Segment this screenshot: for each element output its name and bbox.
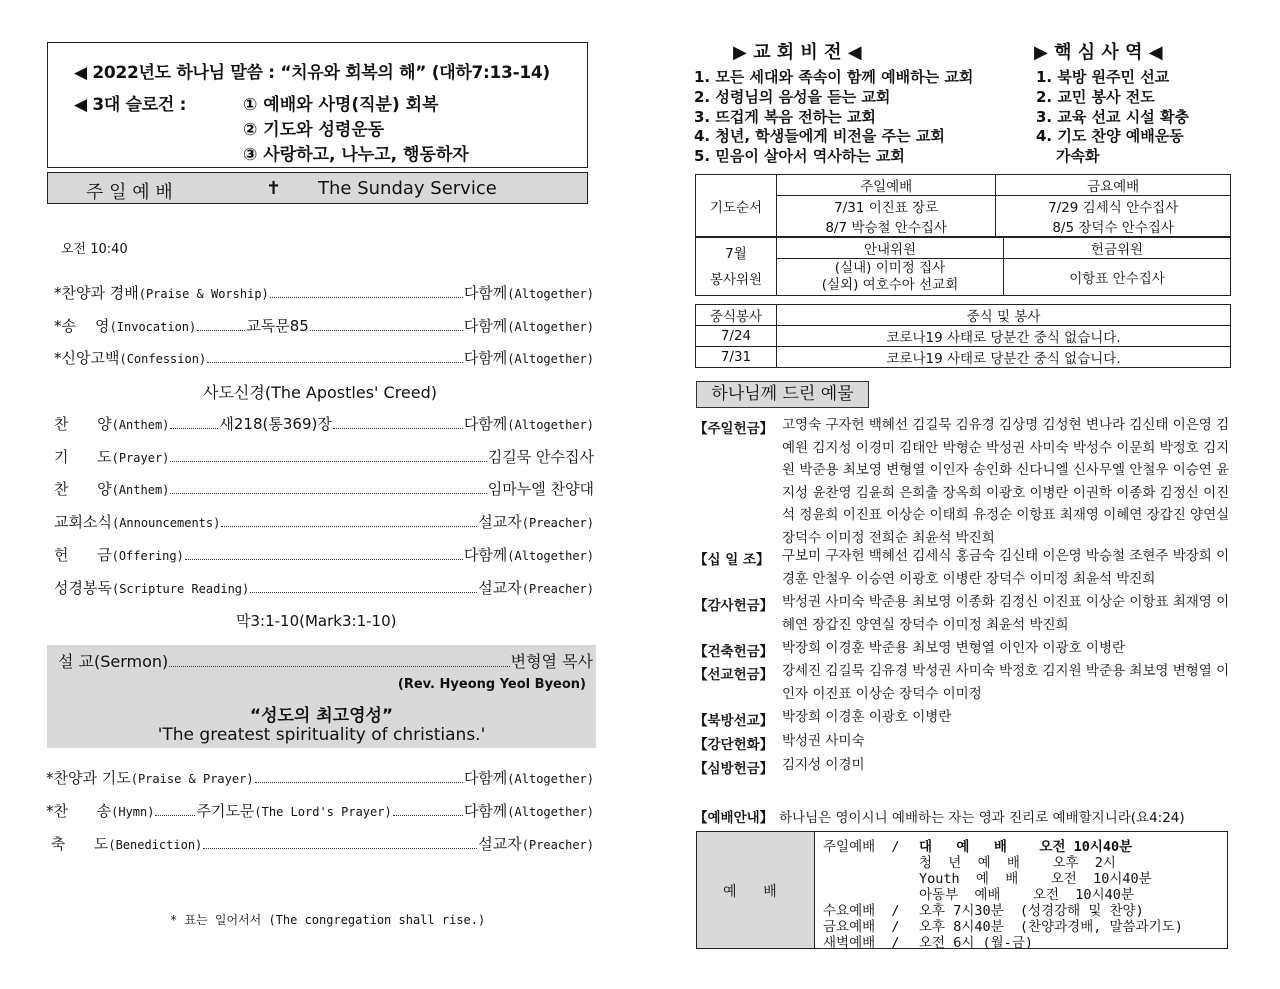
order-item (46, 767, 594, 789)
order-item-leader: 설교자 (478, 513, 522, 531)
standing-note: * 표는 일어서서 (The congregation shall rise.) (170, 913, 486, 927)
volunteer-label (696, 238, 777, 296)
order-item-leader-en: (Preacher) (521, 516, 594, 530)
order-item-detail: 교독문85 (246, 317, 309, 335)
order-item-title: 헌 금 (54, 546, 112, 564)
order-item-leader: 김길묵 안수집사 (487, 448, 594, 466)
worship-day: 금요예배 / (823, 919, 916, 935)
sermon-title-en: 'The greatest spirituality of christians.' (157, 725, 486, 745)
leader-dots (203, 847, 477, 849)
order-item (54, 577, 594, 599)
order-item-title-en: (Anthem) (111, 483, 170, 497)
worship-time: 오후 7시30분 (성경강해 및 찬양) (919, 903, 1144, 919)
core-item: 3. 교육 선교 시설 확충 (1036, 108, 1189, 126)
worship-box-label (697, 832, 815, 948)
order-item-title: 찬 양 (54, 480, 112, 498)
order-item-leader-en: (Altogether) (507, 549, 594, 563)
offering-names: 강세진 김길묵 김유경 박성권 사미숙 박정호 김지원 박준용 최보영 변형열 이인자 이진표 이상순 장덕수 이미정 (782, 663, 1230, 702)
lunch-date: 7/31 (696, 347, 777, 368)
order-item-leader-en: (Altogether) (507, 418, 594, 432)
worship-time: 아동부 예배 오전 10시40분 (919, 887, 1134, 903)
worship-time: 오전 6시 (월-금) (919, 935, 1033, 951)
leader-dots (333, 427, 463, 429)
guide-indoor: (실내) 이미정 집사 (834, 260, 946, 276)
vision-item: 2. 성령님의 음성을 듣는 교회 (694, 88, 891, 106)
order-item-leader-en: (Altogether) (507, 287, 594, 301)
order-item-leader: 설교자 (478, 835, 522, 853)
order-item-leader-en: (Altogether) (507, 352, 594, 366)
order-item-title-en: (Confession) (119, 352, 207, 366)
order-item-title: *송 영 (54, 317, 110, 335)
order-item-title-en: (Hymn) (111, 805, 155, 819)
vision-item: 1. 모든 세대와 족속이 함께 예배하는 교회 (694, 68, 974, 86)
slogan-label: ◀ 3대 슬로건 : (74, 95, 187, 115)
leader-dots (250, 591, 477, 593)
leader-dots (197, 329, 245, 331)
prayer-sunday-1: 7/31 이진표 장로 (777, 196, 996, 217)
order-item-title: *찬양과 경배 (54, 284, 139, 302)
offering-section-title: 하나님께 드린 예물 (696, 381, 869, 408)
yearly-theme: ◀ 2022년도 하나님 말씀 : “치유와 회복의 해” (대하7:13-14) (74, 63, 550, 83)
order-item-leader: 다함께 (463, 415, 508, 433)
theme-box (47, 42, 588, 168)
order-item (54, 511, 594, 533)
slogan-1: ① 예배와 사명(직분) 회복 (243, 95, 439, 115)
worship-guide-label: 【예배안내】 (694, 810, 774, 826)
sermon-label: 설 교(Sermon) (58, 652, 169, 671)
lunch-label: 중식봉사 (696, 305, 777, 326)
order-item-leader-en: (Altogether) (507, 772, 594, 786)
prayer-schedule-table (695, 174, 1231, 237)
order-item-leader-en: (Altogether) (507, 805, 594, 819)
order-item-title: 성경봉독 (54, 579, 112, 597)
apostles-creed: 사도신경(The Apostles' Creed) (203, 383, 438, 402)
service-time: 오전 10:40 (61, 242, 128, 257)
order-item-title-en: (Scripture Reading) (111, 582, 250, 596)
core-item: 4. 기도 찬양 예배운동 (1036, 127, 1184, 145)
prayer-col-friday: 금요예배 (996, 175, 1231, 196)
worship-schedule-box (696, 831, 1228, 949)
order-item-leader: 다함께 (463, 349, 508, 367)
order-item (54, 478, 594, 500)
order-item (54, 282, 594, 304)
offering-label: 【주일헌금】 (694, 421, 774, 437)
prayer-friday-2: 8/5 장덕수 안수집사 (996, 216, 1231, 237)
leader-dots (170, 427, 218, 429)
sermon-preacher: 변형열 목사 (510, 652, 593, 671)
leader-dots (221, 525, 477, 527)
order-item-leader: 다함께 (463, 546, 508, 564)
leader-dots (185, 558, 463, 560)
worship-time: 청 년 예 배 오후 2시 (919, 855, 1116, 871)
lunch-head: 중식 및 봉사 (777, 305, 1231, 326)
offering-names: 김지성 이경미 (782, 757, 865, 773)
offering-names: 박장희 이경훈 이광호 이병란 (782, 709, 952, 725)
leader-dots (155, 814, 195, 816)
worship-time: Youth 예 배 오전 10시40분 (919, 871, 1152, 887)
slogan-3: ③ 사랑하고, 나누고, 행동하자 (243, 145, 469, 165)
worship-time: 대 예 배 오전 10시40분 (919, 839, 1133, 855)
worship-day: 새벽예배 / (823, 935, 916, 951)
slogan-2: ② 기도와 성령운동 (243, 120, 385, 140)
service-title-ko: 주 일 예 배 (86, 182, 173, 203)
sermon-preacher-en: (Rev. Hyeong Yeol Byeon) (397, 677, 586, 692)
cross-icon: ✝ (266, 178, 282, 199)
prayer-friday-1: 7/29 김세식 안수집사 (996, 196, 1231, 217)
order-item-detail: 새218(통369)장 (219, 415, 332, 433)
core-item: 1. 북방 원주민 선교 (1036, 68, 1170, 86)
order-item-leader-en: (Preacher) (521, 838, 594, 852)
offering-member: 이항표 안수집사 (1004, 259, 1231, 296)
order-item-title: 찬 양 (54, 415, 112, 433)
vision-item: 4. 청년, 학생들에게 비전을 주는 교회 (694, 127, 945, 145)
order-item-detail-en: (The Lord's Prayer) (254, 805, 392, 819)
guide-col: 안내위원 (777, 238, 1004, 259)
order-item-leader: 다함께 (463, 317, 508, 335)
leader-dots (207, 361, 463, 363)
volunteer-table (695, 237, 1231, 296)
offering-names: 박성권 사미숙 (782, 733, 865, 749)
leader-dots (255, 781, 463, 783)
prayer-sunday-2: 8/7 박승철 안수집사 (777, 216, 996, 237)
worship-day: 주일예배 / (823, 839, 916, 855)
order-item (54, 347, 594, 369)
order-item-title: *찬양과 기도 (46, 769, 131, 787)
order-item-title-en: (Praise & Worship) (138, 287, 269, 301)
sermon-block (47, 645, 596, 748)
service-title-bar (47, 172, 588, 204)
offering-label: 【십 일 조】 (694, 552, 770, 568)
order-item-title: 교회소식 (54, 513, 112, 531)
order-item-title: 기 도 (54, 448, 112, 466)
worship-verse: 하나님은 영이시니 예배하는 자는 영과 진리로 예배할지니라(요4:24) (779, 810, 1185, 826)
order-item (46, 800, 594, 822)
scripture-reference: 막3:1-10(Mark3:1-10) (236, 612, 397, 630)
sermon-title-ko: “성도의 최고영성” (249, 706, 394, 726)
order-item-title-en: (Prayer) (111, 451, 170, 465)
leader-dots (170, 460, 486, 462)
leader-dots (393, 814, 463, 816)
order-item-title-en: (Anthem) (111, 418, 170, 432)
vision-item: 5. 믿음이 살아서 역사하는 교회 (694, 147, 905, 165)
lunch-date: 7/24 (696, 326, 777, 347)
order-item-leader-en: (Altogether) (507, 320, 594, 334)
worship-time: 오후 8시40분 (찬양과경배, 말씀과기도) (919, 919, 1183, 935)
offering-col: 헌금위원 (1004, 238, 1231, 259)
core-item: 가속화 (1056, 147, 1100, 165)
order-item-title-en: (Invocation) (109, 320, 197, 334)
offering-label: 【강단헌화】 (694, 737, 774, 753)
order-item-title-en: (Benediction) (108, 838, 203, 852)
order-item (54, 544, 594, 566)
order-item (54, 446, 594, 468)
offering-names: 구보미 구자헌 백혜선 김세식 홍금숙 김신태 이은영 박승철 조현주 박장희 이경훈 안철우 이승연 이광호 이병란 장덕수 이미정 최윤석 박진희 (782, 548, 1230, 587)
order-item-leader: 다함께 (463, 769, 508, 787)
order-item-leader: 설교자 (478, 579, 522, 597)
offering-names: 박장희 이경훈 박준용 최보영 변형열 이인자 이광호 이병란 (782, 640, 1126, 656)
guide-members (777, 259, 1004, 296)
offering-names: 고영숙 구자헌 백혜선 김길묵 김유경 김상명 김성현 변나라 김신태 이은영 김예원 김지성 이경미 김태안 박형순 박성권 사미숙 박성수 이문희 박정호 김지원 박준용 최보영 변형열 이인자 송인화 신다니엘 신사무엘 안철우 이승연 윤지성 윤찬영 김윤희 은희출 장옥희 이광호 이병란 이권학 이종화 김정신 이진석 정윤희 이진표 이상순 이태희 유정순 이항표 최재영 이혜연 장갑진 양연실 장덕수 이미정 전희순 최윤석 박진희 (782, 417, 1230, 546)
vision-item: 3. 뜨겁게 복음 전하는 교회 (694, 108, 876, 126)
leader-dots (310, 329, 463, 331)
order-item-leader-en: (Preacher) (521, 582, 594, 596)
vision-title: ▶ 교 회 비 전 ◀ (733, 42, 862, 63)
order-item (54, 315, 594, 337)
order-item-title: *찬 송 (46, 802, 112, 820)
lunch-text: 코로나19 사태로 당분간 중식 없습니다. (777, 326, 1231, 347)
volunteer-month: 7월 (725, 245, 747, 262)
order-item-leader: 임마누엘 찬양대 (487, 480, 594, 498)
order-item-leader: 다함께 (463, 284, 508, 302)
order-item-leader: 다함께 (463, 802, 508, 820)
lunch-table (695, 304, 1231, 368)
prayer-table-label: 기도순서 (696, 175, 777, 237)
order-item-detail: 주기도문 (196, 802, 255, 820)
leader-dots (270, 296, 463, 298)
worship-box-label-text: 예 배 (723, 884, 777, 900)
order-item-title-en: (Announcements) (111, 516, 221, 530)
order-item (46, 833, 594, 855)
service-title-en: The Sunday Service (318, 178, 497, 199)
lunch-text: 코로나19 사태로 당분간 중식 없습니다. (777, 347, 1231, 368)
core-ministry-title: ▶ 핵 심 사 역 ◀ (1034, 42, 1163, 63)
core-item: 2. 교민 봉사 전도 (1036, 88, 1155, 106)
guide-outdoor: (실외) 여호수아 선교회 (821, 277, 959, 293)
order-item-title: 축 도 (46, 835, 109, 853)
order-item-title-en: (Offering) (111, 549, 184, 563)
worship-day: 수요예배 / (823, 903, 916, 919)
offering-label: 【건축헌금】 (694, 644, 774, 660)
leader-dots (170, 492, 486, 494)
order-item (54, 413, 594, 435)
offering-label: 【감사헌금】 (694, 598, 774, 614)
order-item-title: *신앙고백 (54, 349, 120, 367)
order-item-title-en: (Praise & Prayer) (130, 772, 254, 786)
offering-label: 【북방선교】 (694, 713, 774, 729)
prayer-col-sunday: 주일예배 (777, 175, 996, 196)
offering-label: 【선교헌금】 (694, 667, 774, 683)
offering-label: 【심방헌금】 (694, 761, 774, 777)
offering-names: 박성권 사미숙 박준용 최보영 이종화 김정신 이진표 이상순 이항표 최재영 이혜연 장갑진 양연실 장덕수 이미정 최윤석 박진희 (782, 594, 1230, 633)
volunteer-label-text: 봉사위원 (709, 271, 763, 288)
